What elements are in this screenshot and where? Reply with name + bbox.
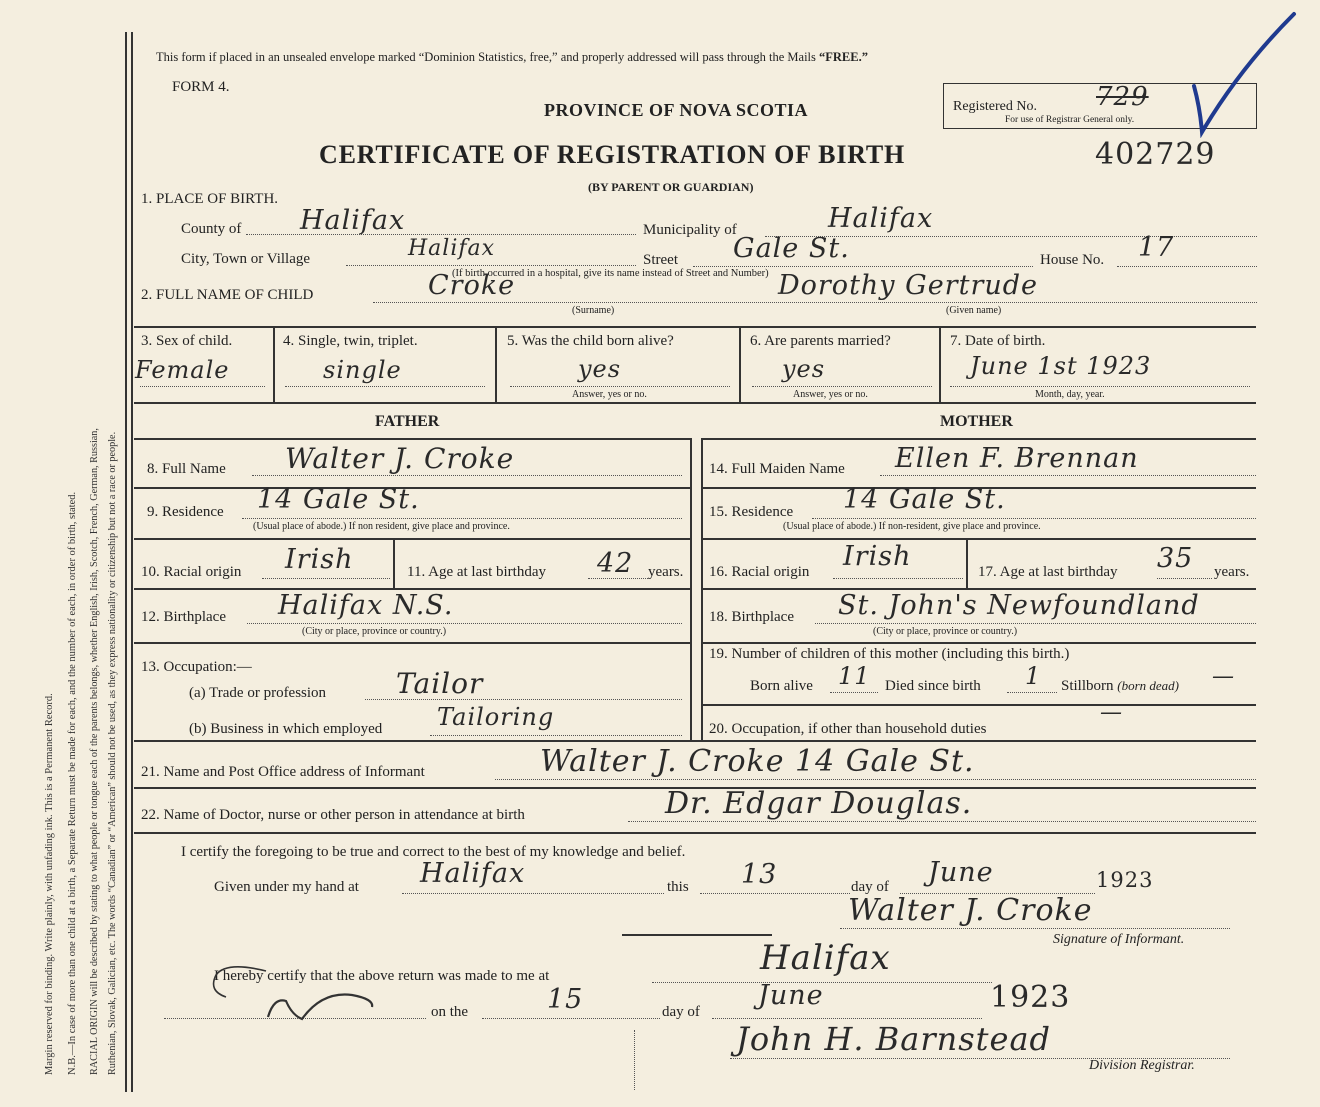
house-number-label: House No. (1040, 252, 1105, 268)
mother-row-rule-4 (702, 642, 1256, 644)
father-heading: FATHER (375, 413, 440, 430)
mother-residence-value: 14 Gale St. (843, 484, 1006, 515)
father-age-label: 11. Age at last birthday (407, 564, 546, 580)
mother-race-value: Irish (843, 541, 912, 572)
father-heading-rule (134, 438, 690, 440)
mother-heading-rule (702, 438, 1256, 440)
mother-age-unit: years. (1214, 564, 1250, 580)
registrar-signature: John H. Barnstead (736, 1020, 1052, 1058)
margin-note-binding: Margin reserved for binding. Write plainly, with unfading ink. This is a Permanent Record. (44, 693, 55, 1075)
born-alive-value: yes (578, 355, 622, 383)
mother-heading: MOTHER (940, 413, 1013, 430)
col-rule-3 (739, 326, 741, 402)
birth-date-value: June 1st 1923 (970, 352, 1152, 380)
stillborn-note: (born dead) (1117, 678, 1180, 693)
born-alive-count-rule (830, 692, 878, 693)
surname-caption: (Surname) (572, 305, 615, 316)
born-alive-caption: Answer, yes or no. (572, 389, 647, 400)
informant-rule (495, 779, 1256, 780)
initials-scrawl-icon (262, 985, 382, 1025)
stillborn-value: — (1212, 664, 1235, 689)
mother-occupation-label: 20. Occupation, if other than household duties (709, 721, 987, 737)
mother-race-divider (966, 538, 968, 588)
margin-rule-inner (131, 32, 133, 1092)
father-race-divider (393, 538, 395, 588)
birth-date-caption: Month, day, year. (1035, 389, 1105, 400)
father-residence-label: 9. Residence (147, 504, 224, 520)
child-name-rule (373, 302, 1257, 303)
hospital-note: (If birth occurred in a hospital, give its name instead of Street and Number) (452, 268, 769, 279)
informant-signature-caption: Signature of Informant. (1053, 932, 1185, 947)
father-birthplace-label: 12. Birthplace (141, 609, 226, 625)
street-value: Gale St. (733, 233, 850, 264)
mother-birthplace-value: St. John's Newfoundland (838, 590, 1200, 621)
doctor-label: 22. Name of Doctor, nurse or other person in attendance at birth (141, 807, 525, 823)
margin-rule-outer (125, 32, 127, 1092)
child-surname-value: Croke (428, 270, 516, 301)
province-heading: PROVINCE OF NOVA SCOTIA (544, 100, 809, 120)
mother-birthplace-rule (815, 623, 1256, 624)
given-at-rule (402, 893, 664, 894)
parents-married-caption: Answer, yes or no. (793, 389, 868, 400)
registrar-statement: I hereby certify that the above return was made to me at (214, 968, 550, 984)
registrar-day-rule (482, 1018, 660, 1019)
county-label: County of (181, 221, 242, 237)
doctor-rule (628, 821, 1256, 822)
father-age-value: 42 (597, 548, 634, 579)
col-rule-4 (939, 326, 941, 402)
father-name-rule (252, 475, 682, 476)
mother-birthplace-label: 18. Birthplace (709, 609, 794, 625)
page-subtitle: (BY PARENT OR GUARDIAN) (588, 180, 754, 194)
father-birthplace-rule (247, 623, 682, 624)
sex-label: 3. Sex of child. (141, 333, 233, 349)
mother-occupation-value: — (1100, 700, 1123, 725)
father-business-rule (430, 735, 682, 736)
city-rule (346, 265, 636, 266)
born-alive-count-label: Born alive (750, 678, 813, 694)
county-value: Halifax (300, 205, 406, 236)
father-age-unit: years. (648, 564, 684, 580)
birth-date-label: 7. Date of birth. (950, 333, 1046, 349)
mother-name-value: Ellen F. Brennan (895, 443, 1139, 474)
father-business-label: (b) Business in which employed (189, 721, 383, 737)
certification-statement: I certify the foregoing to be true and correct to the best of my knowledge and belief. (181, 844, 686, 860)
parents-married-rule (752, 386, 932, 387)
father-race-value: Irish (285, 544, 354, 575)
father-name-value: Walter J. Croke (285, 442, 515, 475)
certificate-number: 402729 (1095, 137, 1216, 172)
registrar-signature-caption: Division Registrar. (1089, 1058, 1195, 1073)
father-trade-value: Tailor (396, 667, 484, 700)
margin-note-racial-origin: RACIAL ORIGIN will be described by stating to what people or tongue each of the parents belongs, whether English, Irish, Scotch, French, German, Russian, (89, 428, 100, 1075)
mother-age-rule (1157, 578, 1212, 579)
mail-notice-text: This form if placed in an unsealed envelope marked “Dominion Statistics, free,” and properly addressed will pass through the Mails (156, 50, 816, 64)
mother-age-value: 35 (1157, 543, 1194, 574)
father-row-rule-2 (134, 538, 690, 540)
father-race-rule (262, 578, 390, 579)
mother-race-rule (833, 578, 963, 579)
registrar-use-note: For use of Registrar General only. (1005, 115, 1135, 125)
fold-mark (634, 1030, 635, 1090)
father-trade-label: (a) Trade or profession (189, 685, 327, 701)
died-count-label: Died since birth (885, 678, 981, 694)
mother-residence-label: 15. Residence (709, 504, 794, 520)
given-day-value: 13 (741, 859, 778, 890)
place-of-birth-label: 1. PLACE OF BIRTH. (141, 191, 279, 207)
street-label: Street (643, 252, 678, 268)
given-day-of-label: day of (851, 879, 889, 895)
given-day-rule (700, 893, 850, 894)
parents-married-label: 6. Are parents married? (750, 333, 891, 349)
given-at-place-value: Halifax (420, 858, 526, 889)
section-rule-informant (134, 740, 1256, 742)
given-name-caption: (Given name) (946, 305, 1002, 316)
stillborn-label-text: Stillborn (1061, 678, 1114, 694)
given-month-value: June (928, 857, 994, 888)
doctor-value: Dr. Edgar Douglas. (665, 786, 973, 821)
city-label: City, Town or Village (181, 251, 311, 267)
row-rule-bottom (134, 402, 1256, 404)
informant-value: Walter J. Croke 14 Gale St. (540, 744, 975, 779)
died-count-value: 1 (1025, 662, 1042, 690)
mother-age-label: 17. Age at last birthday (978, 564, 1118, 580)
mother-birthplace-caption: (City or place, province or country.) (873, 626, 1018, 637)
parents-divider-left (690, 438, 692, 740)
mother-row-rule-2 (702, 538, 1256, 540)
col-rule-2 (495, 326, 497, 402)
mail-notice-free: “FREE.” (819, 50, 868, 64)
father-business-value: Tailoring (437, 703, 555, 731)
house-number-rule (1117, 266, 1257, 267)
informant-signature: Walter J. Croke (848, 893, 1093, 928)
father-residence-caption: (Usual place of abode.) If non resident, give place and province. (253, 521, 510, 532)
margin-note-nationality: Ruthenian, Slovak, Galician, etc. The words “Canadian” or “American” should not be used, as they express nationality or citizenship but not a race or people. (107, 431, 118, 1075)
registrar-place-value: Halifax (760, 938, 891, 978)
father-name-label: 8. Full Name (147, 461, 226, 477)
father-birthplace-value: Halifax N.S. (278, 590, 454, 621)
mother-children-label: 19. Number of children of this mother (including this birth.) (709, 646, 1070, 662)
father-residence-value: 14 Gale St. (257, 484, 420, 515)
city-value: Halifax (408, 236, 496, 261)
form-number: FORM 4. (172, 79, 230, 95)
sex-rule (140, 386, 265, 387)
mother-residence-rule (812, 518, 1256, 519)
row-rule-top (134, 326, 1256, 328)
child-given-name-value: Dorothy Gertrude (778, 270, 1039, 301)
this-label: this (667, 879, 689, 895)
registered-number-label: Registered No. (953, 99, 1037, 114)
page-title: CERTIFICATE OF REGISTRATION OF BIRTH (319, 140, 906, 169)
registered-number-value: 729 (1096, 82, 1149, 112)
registrar-month-rule (712, 1018, 982, 1019)
registrar-year-value: 1923 (990, 980, 1071, 1015)
margin-note-multiple-births: N.B.—In case of more than one child at a birth, a Separate Return must be made for each, and the number of each, in order of birth, stated. (67, 491, 78, 1075)
plurality-value: single (323, 356, 402, 384)
father-row-rule-4 (134, 642, 690, 644)
parents-married-value: yes (782, 355, 826, 383)
mail-notice (156, 50, 868, 65)
plurality-rule (285, 386, 485, 387)
mother-name-rule (880, 475, 1256, 476)
mother-residence-caption: (Usual place of abode.) If non-resident, give place and province. (783, 521, 1041, 532)
given-at-label: Given under my hand at (214, 879, 359, 895)
registrar-day-value: 15 (547, 984, 584, 1015)
section-rule-certification (134, 832, 1256, 834)
father-occupation-label: 13. Occupation:— (141, 659, 252, 675)
father-birthplace-caption: (City or place, province or country.) (302, 626, 447, 637)
col-rule-1 (273, 326, 275, 402)
divider-short (622, 934, 772, 936)
informant-label: 21. Name and Post Office address of Informant (141, 764, 425, 780)
street-rule (693, 266, 1033, 267)
plurality-label: 4. Single, twin, triplet. (283, 333, 418, 349)
given-year-value: 1923 (1096, 868, 1154, 892)
registrar-on-the-label: on the (431, 1004, 469, 1020)
father-residence-rule (242, 518, 682, 519)
municipality-label: Municipality of (643, 222, 737, 238)
born-alive-rule (510, 386, 730, 387)
birth-date-rule (950, 386, 1250, 387)
mother-name-label: 14. Full Maiden Name (709, 461, 845, 477)
died-count-rule (1007, 692, 1057, 693)
father-race-label: 10. Racial origin (141, 564, 242, 580)
check-mark-icon (1190, 8, 1300, 138)
mother-race-label: 16. Racial origin (709, 564, 810, 580)
born-alive-label: 5. Was the child born alive? (507, 333, 674, 349)
registrar-month-value: June (758, 980, 824, 1011)
house-number-value: 17 (1138, 232, 1175, 263)
born-alive-count-value: 11 (838, 662, 871, 690)
stillborn-label (1061, 678, 1179, 695)
mother-row-rule-5 (702, 704, 1256, 706)
sex-value: Female (135, 356, 230, 384)
municipality-value: Halifax (828, 203, 934, 234)
child-name-label: 2. FULL NAME OF CHILD (141, 287, 314, 303)
informant-signature-rule (840, 928, 1230, 929)
registrar-day-of-label: day of (662, 1004, 700, 1020)
